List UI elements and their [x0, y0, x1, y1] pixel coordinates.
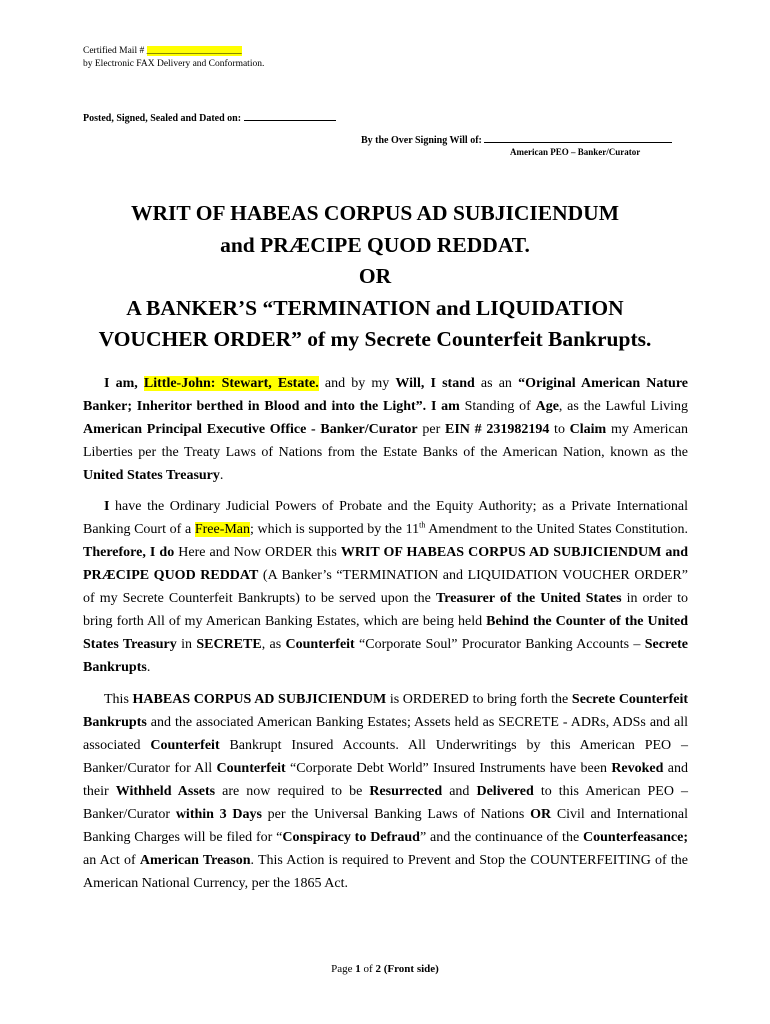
- posted-signed-line: [83, 111, 336, 124]
- by-will-label: By the Over Signing Will of:: [361, 135, 482, 146]
- text-run: .: [146, 660, 151, 675]
- text-run: “Original American Nature Banker; Inheritor berthed in Blood and into the Light”. I am: [83, 376, 688, 414]
- text-run: Bankrupt Insured Accounts. All Underwritings by this American PEO – Banker/Curator for All: [83, 738, 689, 776]
- highlighted-free-man: Free-Man: [194, 522, 251, 537]
- text-run: per: [417, 422, 445, 437]
- text-run: Here and Now ORDER this: [174, 545, 341, 560]
- title-line-4: A BANKER’S “TERMINATION and LIQUIDATION: [126, 295, 624, 320]
- highlighted-name: Little-John: Stewart, Estate.: [143, 376, 319, 391]
- text-run: HABEAS CORPUS AD SUBJICIENDUM: [132, 692, 387, 707]
- text-run: EIN # 231982194: [444, 422, 550, 437]
- text-run: Counterfeasance;: [583, 830, 688, 845]
- text-run: I: [104, 499, 110, 514]
- text-run: OR: [530, 807, 552, 822]
- text-run: 2: [375, 963, 381, 975]
- text-run: in order to bring forth All of my American Banking Estates, which are being held: [83, 591, 689, 629]
- text-run: of: [360, 963, 376, 975]
- signature-blank-line: [484, 133, 672, 143]
- text-run: ; which is supported by the 11: [250, 522, 420, 537]
- text-run: is ORDERED to bring forth the: [386, 692, 572, 707]
- text-run: and: [442, 784, 477, 799]
- page-footer: [0, 963, 770, 975]
- certified-mail-label: Certified Mail #: [83, 46, 147, 56]
- text-run: Conspiracy to Defraud: [282, 830, 420, 845]
- text-run: . This Action is required to Prevent and Stop the COUNTERFEITING of the American National Currency, per the 1865 Act.: [83, 853, 688, 891]
- text-run: I am,: [104, 376, 144, 391]
- signatory-role: American PEO – Banker/Curator: [510, 147, 641, 157]
- text-run: 1: [355, 963, 361, 975]
- text-run: , as: [261, 637, 286, 652]
- text-run: “Corporate Debt World” Insured Instruments have been: [285, 761, 612, 776]
- text-run: Resurrected: [369, 784, 443, 799]
- text-run: United States Treasury: [83, 468, 220, 483]
- text-run: and their: [83, 761, 688, 799]
- title-line-5: VOUCHER ORDER” of my Secrete Counterfeit Bankrupts.: [98, 327, 652, 351]
- text-run: to: [549, 422, 570, 437]
- text-run: within 3 Days: [175, 807, 262, 822]
- text-run: SECRETE: [196, 637, 262, 652]
- title-line-1: WRIT OF HABEAS CORPUS AD SUBJICIENDUM: [130, 201, 619, 225]
- text-run: Will, I stand: [395, 376, 475, 391]
- text-run: to this American PEO – Banker/Curator: [83, 784, 688, 822]
- text-run: “Corporate Soul” Procurator Banking Accounts –: [354, 637, 645, 652]
- text-run: American Principal Executive Office - Banker/Curator: [83, 422, 418, 437]
- text-run: th: [419, 520, 426, 530]
- text-run: have the Ordinary Judicial Powers of Probate and the Equity Authority; as a Private International Banking Court of a: [83, 499, 688, 537]
- text-run: American Treason: [139, 853, 251, 868]
- text-run: Amendment to the United States Constitution.: [425, 522, 688, 537]
- text-run: Secrete Bankrupts: [83, 637, 688, 675]
- document-title: [70, 198, 680, 356]
- text-run: Secrete Counterfeit Bankrupts: [83, 692, 689, 730]
- certified-mail-number-blank: ____________________: [146, 46, 242, 56]
- text-run: per the Universal Banking Laws of Nations: [261, 807, 531, 822]
- text-run: Withheld Assets: [115, 784, 216, 799]
- text-run: ” and the continuance of the: [419, 830, 584, 845]
- text-run: WRIT OF HABEAS CORPUS AD SUBJICIENDUM and PRÆCIPE QUOD REDDAT: [83, 545, 689, 583]
- signature-line: [361, 133, 672, 146]
- paragraph-habeas-corpus: [83, 688, 688, 895]
- text-run: Counterfeit: [150, 738, 220, 753]
- text-run: Revoked: [611, 761, 664, 776]
- text-run: Counterfeit: [216, 761, 286, 776]
- delivery-line: by Electronic FAX Delivery and Conformation.: [83, 59, 265, 69]
- text-run: .: [219, 468, 224, 483]
- text-run: Standing of: [459, 399, 536, 414]
- text-run: are now required to be: [215, 784, 370, 799]
- title-line-2: and PRÆCIPE QUOD REDDAT.: [220, 232, 530, 257]
- paragraph-declaration: [83, 372, 688, 487]
- text-run: in: [176, 637, 197, 652]
- text-run: , as the Lawful Living: [558, 399, 688, 414]
- date-blank-line: [244, 111, 336, 121]
- text-run: Counterfeit: [285, 637, 355, 652]
- text-run: Behind the Counter of the United States Treasury: [83, 614, 688, 652]
- text-run: Therefore, I do: [83, 545, 175, 560]
- text-run: and by my: [318, 376, 396, 391]
- text-run: Claim: [569, 422, 607, 437]
- text-run: (Front side): [380, 963, 439, 975]
- paragraph-order: [83, 495, 688, 679]
- text-run: Delivered: [476, 784, 534, 799]
- text-run: Treasurer of the United States: [435, 591, 622, 606]
- text-run: (A Banker’s “TERMINATION and LIQUIDATION VOUCHER ORDER” of my Secrete Counterfeit Bankrupts) to be served upon the: [83, 568, 688, 606]
- text-run: Page: [331, 963, 356, 975]
- title-line-3: OR: [358, 264, 392, 288]
- text-run: an Act of: [83, 853, 140, 868]
- text-run: Civil and International Banking Charges will be filed for “: [83, 807, 688, 845]
- posted-label: Posted, Signed, Sealed and Dated on:: [83, 113, 242, 124]
- text-run: and the associated American Banking Estates; Assets held as SECRETE - ADRs, ADSs and all associated: [83, 715, 688, 753]
- text-run: as an: [474, 376, 519, 391]
- text-run: This: [104, 692, 133, 707]
- certified-mail-line: [83, 45, 242, 57]
- text-run: Age: [535, 399, 559, 414]
- text-run: my American Liberties per the Treaty Laws of Nations from the Estate Banks of the American Nation, known as the: [83, 422, 688, 460]
